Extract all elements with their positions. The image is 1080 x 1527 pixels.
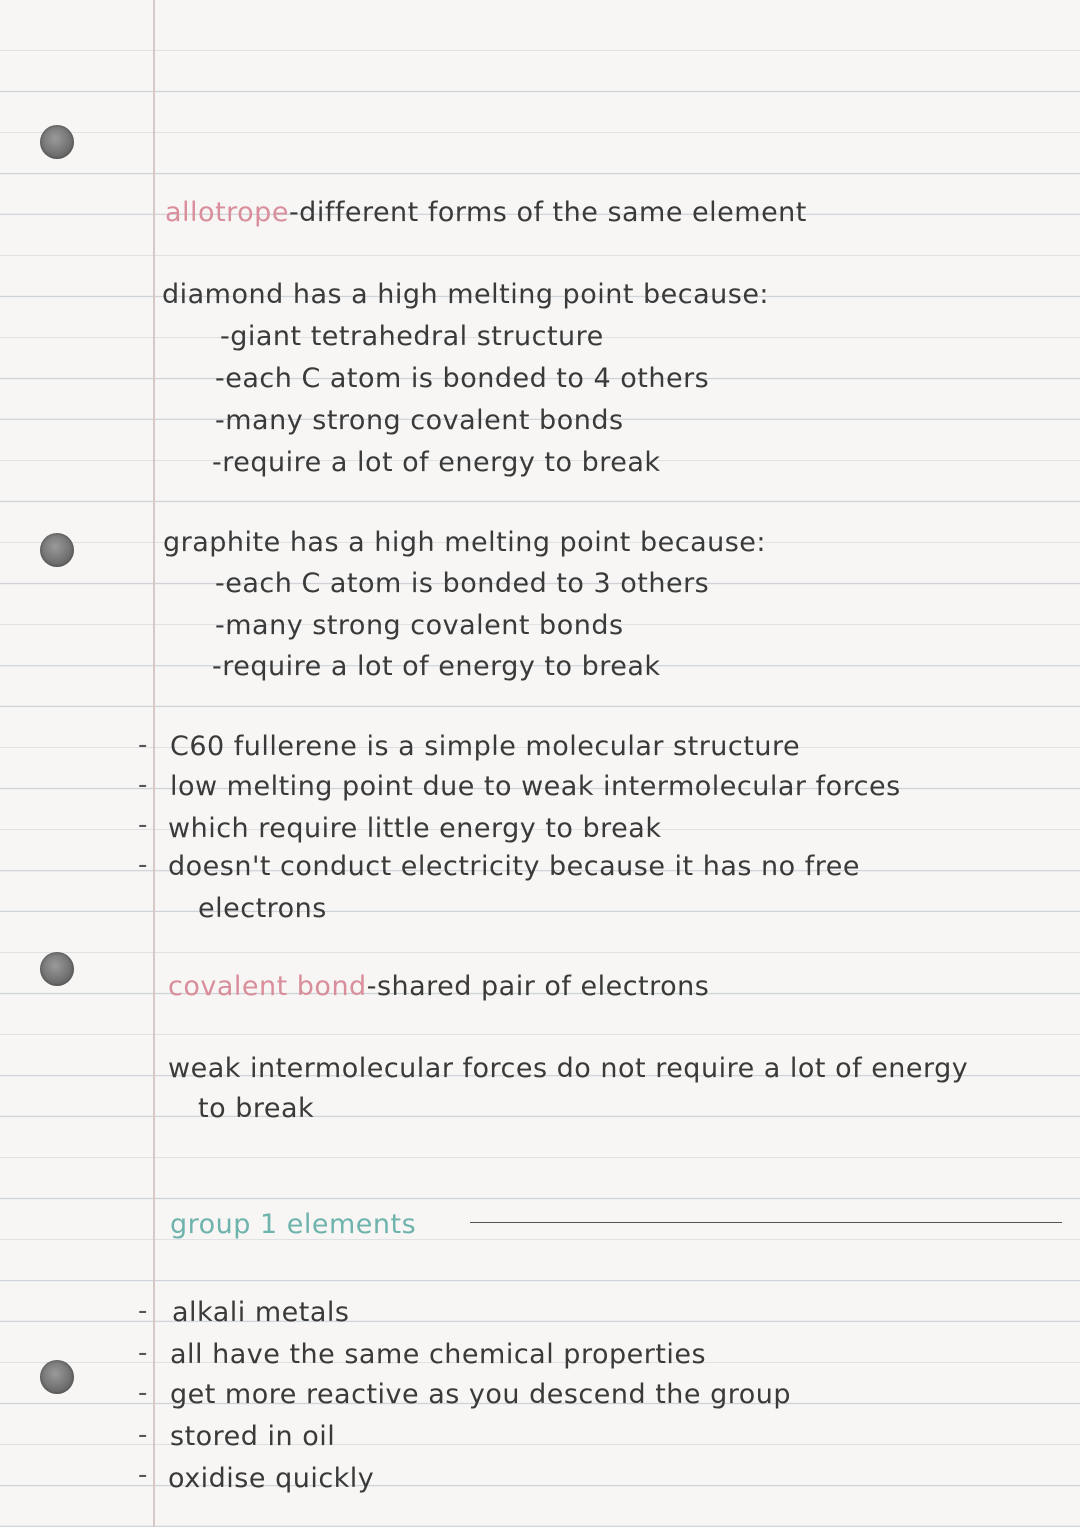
bullet-dash: - bbox=[138, 1296, 148, 1326]
allotrope-definition-text: -different forms of the same element bbox=[288, 197, 807, 228]
group1-point: get more reactive as you descend the group bbox=[170, 1379, 792, 1410]
bullet-dash: - bbox=[138, 1460, 148, 1490]
fullerene-point: electrons bbox=[198, 893, 327, 924]
bullet-dash: - bbox=[138, 730, 148, 760]
heading-underline bbox=[470, 1222, 1062, 1223]
graphite-point: -each C atom is bonded to 3 others bbox=[215, 568, 710, 599]
fullerene-point: which require little energy to break bbox=[168, 813, 662, 844]
graphite-heading: graphite has a high melting point because: bbox=[163, 527, 767, 558]
group1-point: oxidise quickly bbox=[168, 1463, 375, 1494]
group1-point: all have the same chemical properties bbox=[170, 1339, 707, 1370]
group1-heading: group 1 elements bbox=[170, 1209, 417, 1240]
fullerene-point: C60 fullerene is a simple molecular structure bbox=[170, 731, 801, 762]
margin-line bbox=[153, 0, 155, 1527]
bullet-dash: - bbox=[138, 770, 148, 800]
diamond-point: -many strong covalent bonds bbox=[215, 405, 624, 436]
punch-hole bbox=[40, 125, 74, 159]
bullet-dash: - bbox=[138, 1338, 148, 1368]
punch-hole bbox=[40, 952, 74, 986]
weak-forces-line: to break bbox=[198, 1093, 315, 1124]
diamond-point: -require a lot of energy to break bbox=[212, 447, 661, 478]
covalent-bond-definition bbox=[168, 970, 709, 1004]
bullet-dash: - bbox=[138, 1420, 148, 1450]
weak-forces-line: weak intermolecular forces do not require a lot of energy bbox=[168, 1053, 969, 1084]
group1-point: alkali metals bbox=[172, 1297, 350, 1328]
covalent-bond-definition-text: -shared pair of electrons bbox=[366, 971, 710, 1002]
bullet-dash: - bbox=[138, 850, 148, 880]
group1-point: stored in oil bbox=[170, 1421, 336, 1452]
diamond-heading: diamond has a high melting point because: bbox=[162, 279, 770, 310]
allotrope-term: allotrope bbox=[165, 197, 289, 228]
allotrope-definition bbox=[165, 196, 807, 230]
fullerene-point: doesn't conduct electricity because it has no free bbox=[168, 851, 860, 882]
bullet-dash: - bbox=[138, 1378, 148, 1408]
graphite-point: -many strong covalent bonds bbox=[215, 610, 624, 641]
graphite-point: -require a lot of energy to break bbox=[212, 651, 661, 682]
diamond-point: -giant tetrahedral structure bbox=[220, 321, 604, 352]
fullerene-point: low melting point due to weak intermolecular forces bbox=[170, 771, 901, 802]
bullet-dash: - bbox=[138, 810, 148, 840]
punch-hole bbox=[40, 533, 74, 567]
covalent-bond-term: covalent bond bbox=[168, 971, 367, 1002]
diamond-point: -each C atom is bonded to 4 others bbox=[215, 363, 710, 394]
punch-hole bbox=[40, 1360, 74, 1394]
